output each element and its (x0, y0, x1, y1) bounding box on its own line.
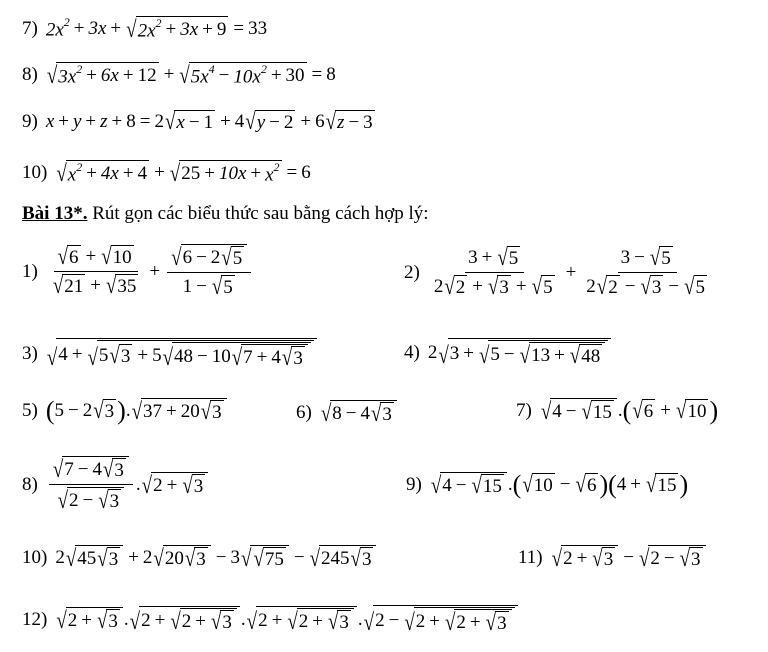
item-number: 9) (22, 111, 38, 132)
item-number: 8) (22, 64, 38, 86)
equation-10: 10) √ $x^2$ + 4x + 4 + √ 25 + 10x + $x^2$ = 6 (22, 160, 311, 188)
item-number: 3) (22, 343, 38, 364)
expression-1: 1) √ 6 + √ 10 √ 21 + √ 35 + √ 6 − 2 √ 5 1 − √ 5 (22, 244, 254, 299)
item-number: 9) (406, 474, 422, 495)
expression-7: 7) √ 4 − √ 15 . ( √ 6 + √ 10 ) (516, 396, 719, 426)
expression-3: 3) √ 4 + √ 5 √ 3 + 5 √ 48 − 10 √ 7 + 4 √ 3 (22, 338, 318, 370)
equation-9: 9) x + y + z + 8 = 2 √ x − 1 + 4 √ y − 2 + 6 √ z − 3 (22, 109, 373, 136)
expression-2: 2) 3 + √ 5 2 √ 2 + √ 3 + √ 5 + 3 − √ 5 2 √ 2 − √ 3 − √ 5 (404, 245, 706, 301)
item-number: 12) (22, 609, 48, 630)
item-number: 11) (518, 547, 543, 568)
expression-6: 6) √ 8 − 4 √ 3 (296, 400, 398, 426)
expression-4: 4) 2 √ 3 + √ 5 − √ 13 + √ 48 (404, 338, 612, 368)
expression-11: 11) √ 2 + √ 3 − √ 2 − √ 3 (518, 545, 707, 571)
item-number: 8) (22, 473, 38, 495)
equation-8: 8) √ $3x^2$ + 6x + 12 + √ $5x^4$ − $10x^2$ + 30 = 8 (22, 62, 336, 90)
item-number: 4) (404, 342, 420, 363)
expression-9: 9) √ 4 − √ 15 . ( √ 10 − √ 6 ) ( 4 + √ 15 ) (406, 470, 689, 500)
exercise-instruction: Rút gọn các biểu thức sau bằng cách hợp lý: (87, 203, 429, 224)
expression-12: 12) √ 2 + √ 3 . √ 2 + √ 2 + √ 3 . √ 2 + √ 2 + √ 3 . √ 2 − √ 2 + √ 2 + √ 3 (22, 605, 519, 635)
expression-5: 5) ( 5 − 2 √ 3 ) . √ 37 + 20 √ 3 (22, 398, 228, 424)
exercise-label: Bài 13*. (22, 203, 88, 224)
equation-7: 7) $2x^2$ + 3x + √ $2x^2$ + 3x + 9 = 33 (22, 15, 268, 44)
exercise-heading (22, 203, 429, 225)
item-number: 7) (516, 400, 532, 421)
expression-8: 8) √ 7 − 4 √ 3 √ 2 − √ 3 . √ 2 + √ 3 (22, 456, 209, 513)
item-number: 1) (22, 260, 38, 282)
item-number: 6) (296, 402, 312, 423)
item-number: 10) (22, 547, 48, 568)
expression-10: 10) 2 √ 45 √ 3 + 2 √ 20 √ 3 − 3 √ √ 75 − √ 245 √ 3 (22, 545, 377, 571)
item-number: 5) (22, 400, 38, 421)
item-number: 10) (22, 162, 48, 184)
item-number: 2) (404, 261, 420, 283)
item-number: 7) (22, 18, 38, 40)
